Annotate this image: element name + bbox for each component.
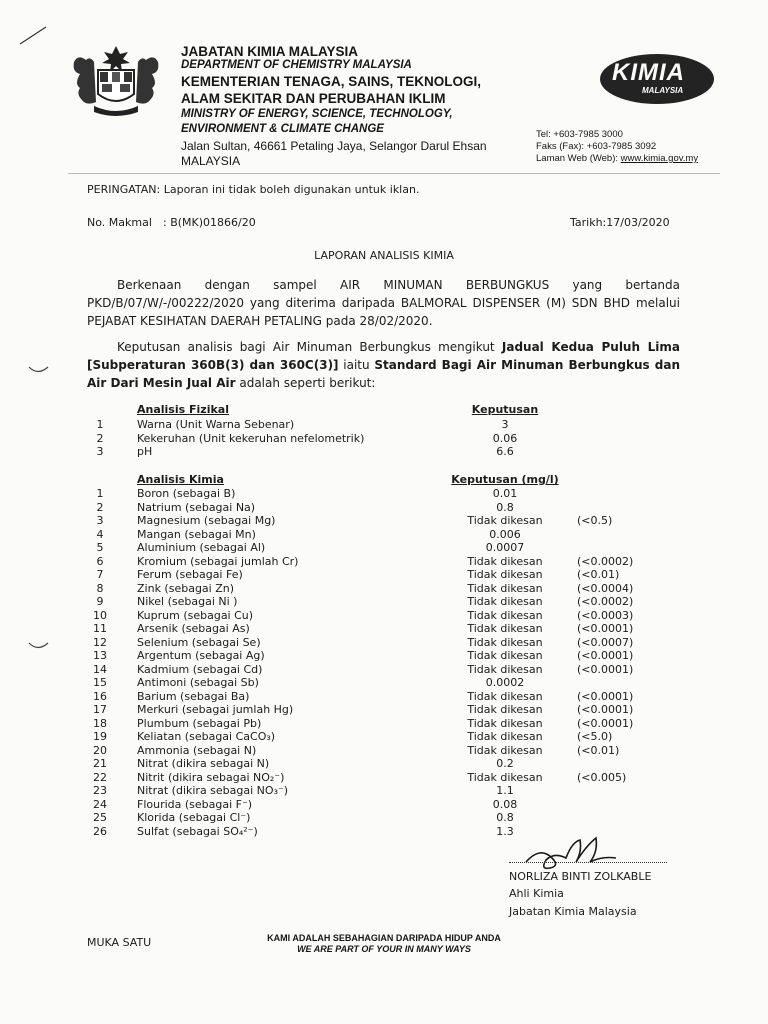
analyte-name: Sulfat (sebagai SO₄²⁻) — [137, 824, 258, 838]
motto-ms: KAMI ADALAH SEBAHAGIAN DARIPADA HIDUP ANDA — [267, 933, 501, 943]
row-number: 18 — [93, 716, 107, 730]
result-value: 0.8 — [496, 811, 514, 824]
result-value: Tidak dikesan — [467, 595, 543, 608]
analyte-name: pH — [137, 445, 153, 458]
margin-pen-mark — [18, 24, 50, 48]
table-row — [90, 690, 650, 704]
detection-limit: (<5.0) — [577, 730, 613, 743]
row-number: 11 — [93, 622, 107, 635]
report-title: LAPORAN ANALISIS KIMIA — [314, 249, 454, 262]
analyte-name: Natrium (sebagai Na) — [137, 500, 256, 514]
result-value: Tidak dikesan — [467, 554, 543, 568]
table-row — [90, 514, 650, 528]
table-row — [90, 811, 650, 825]
result-value: 6.6 — [496, 445, 514, 458]
row-number: 17 — [93, 703, 107, 716]
analyte-name: Flourida (sebagai F⁻) — [137, 797, 253, 811]
table-row — [90, 717, 650, 731]
row-number: 20 — [93, 743, 107, 757]
result-value: 1.3 — [496, 824, 514, 838]
ministry-name-ms-2: ALAM SEKITAR DAN PERUBAHAN IKLIM — [181, 91, 446, 106]
analyte-name: Kekeruhan (Unit kekeruhan nefelometrik) — [137, 431, 365, 445]
dept-name-ms: JABATAN KIMIA MALAYSIA — [181, 44, 359, 59]
result-value: Tidak dikesan — [467, 568, 543, 581]
row-number: 1 — [96, 418, 104, 431]
analyte-name: Nitrit (dikira sebagai NO₂⁻) — [137, 770, 285, 784]
row-number: 6 — [96, 554, 104, 568]
table-row — [90, 784, 650, 798]
analyte-name: Magnesium (sebagai Mg) — [137, 514, 276, 527]
detection-limit: (<0.0001) — [577, 689, 634, 703]
dept-name-en: DEPARTMENT OF CHEMISTRY MALAYSIA — [181, 59, 412, 71]
result-value: Tidak dikesan — [467, 635, 543, 649]
row-number: 7 — [96, 568, 104, 581]
para-standard-part-1: Keputusan analisis bagi Air Minuman Berbungkus mengikut — [117, 340, 502, 354]
row-number: 24 — [93, 797, 107, 811]
row-number: 8 — [96, 581, 104, 595]
kimia-logo-text: KIMIA — [612, 59, 685, 86]
detection-limit: (<0.5) — [577, 514, 613, 527]
website — [536, 153, 698, 164]
fax: Faks (Fax): +603-7985 3092 — [536, 141, 657, 152]
detection-limit: (<0.0002) — [577, 595, 634, 608]
analyte-name: Boron (sebagai B) — [137, 487, 236, 500]
table-row — [90, 636, 650, 650]
header-rule — [68, 173, 720, 174]
table-row — [90, 582, 650, 596]
table-row — [90, 798, 650, 812]
signature-line — [509, 862, 667, 863]
result-value: Tidak dikesan — [467, 514, 543, 527]
motto-en: WE ARE PART OF YOUR IN MANY WAYS — [297, 944, 471, 954]
table-row — [90, 528, 650, 542]
analyte-name: Kadmium (sebagai Cd) — [137, 662, 263, 676]
result-value: 0.8 — [496, 500, 514, 514]
analyte-name: Klorida (sebagai Cl⁻) — [137, 811, 251, 824]
row-number: 12 — [93, 635, 107, 649]
detection-limit: (<0.0007) — [577, 635, 634, 649]
analyte-name: Kuprum (sebagai Cu) — [137, 608, 254, 622]
para-standard-part-3: adalah seperti berikut: — [235, 376, 376, 390]
analyte-name: Antimoni (sebagai Sb) — [137, 676, 259, 689]
ministry-name-en-2: ENVIRONMENT & CLIMATE CHANGE — [181, 123, 384, 135]
paragraph-standard — [87, 338, 680, 392]
result-value: Tidak dikesan — [467, 622, 543, 635]
result-value: Tidak dikesan — [467, 608, 543, 622]
analyte-name: Aluminium (sebagai Al) — [137, 541, 266, 554]
row-number: 13 — [93, 649, 107, 662]
result-value: 0.0002 — [485, 676, 525, 689]
report-date: Tarikh:17/03/2020 — [570, 216, 670, 229]
row-number: 3 — [96, 514, 104, 527]
physical-analysis-header: Analisis Fizikal — [137, 403, 229, 416]
physical-result-header: Keputusan — [471, 403, 539, 416]
row-number: 26 — [93, 824, 107, 838]
signature — [520, 832, 640, 874]
detection-limit: (<0.0003) — [577, 608, 634, 622]
row-number: 14 — [93, 662, 107, 676]
table-row — [90, 595, 650, 609]
address-line-2: MALAYSIA — [181, 154, 241, 168]
kimia-logo-subtext: MALAYSIA — [642, 86, 684, 95]
chemical-result-header: Keputusan (mg/l) — [451, 473, 559, 486]
result-value: Tidak dikesan — [467, 703, 543, 716]
table-row — [90, 541, 650, 555]
detection-limit: (<0.0001) — [577, 622, 634, 635]
row-number: 9 — [96, 595, 104, 608]
signatory-title: Ahli Kimia — [509, 887, 564, 900]
table-row — [90, 568, 650, 582]
result-value: 0.2 — [496, 757, 514, 770]
row-number: 1 — [96, 487, 104, 500]
table-row — [90, 703, 650, 717]
detection-limit: (<0.01) — [577, 568, 620, 581]
row-number: 2 — [96, 431, 104, 445]
analyte-name: Mangan (sebagai Mn) — [137, 527, 256, 541]
result-value: 0.01 — [492, 487, 518, 500]
result-value: 0.08 — [492, 797, 518, 811]
result-value: Tidak dikesan — [467, 662, 543, 676]
table-row — [90, 649, 650, 663]
detection-limit: (<0.01) — [577, 743, 620, 757]
result-value: 3 — [501, 418, 509, 431]
table-row — [90, 771, 650, 785]
row-number: 22 — [93, 770, 107, 784]
signatory-name: NORLIZA BINTI ZOLKABLE — [509, 870, 652, 883]
result-value: 1.1 — [496, 784, 514, 797]
para-standard-name: Standard Bagi Air Minuman Berbungkus dan Air Dari Mesin Jual Air — [87, 358, 680, 390]
margin-mark-upper — [28, 364, 50, 376]
signatory-department: Jabatan Kimia Malaysia — [509, 905, 637, 918]
analyte-name: Keliatan (sebagai CaCO₃) — [137, 730, 276, 743]
detection-limit: (<0.005) — [577, 770, 627, 784]
analyte-name: Arsenik (sebagai As) — [137, 622, 250, 635]
table-row — [90, 676, 650, 690]
analyte-name: Ammonia (sebagai N) — [137, 743, 257, 757]
result-value: Tidak dikesan — [467, 649, 543, 662]
detection-limit: (<0.0001) — [577, 662, 634, 676]
analyte-name: Ferum (sebagai Fe) — [137, 568, 243, 581]
table-row — [90, 418, 650, 432]
analyte-name: Plumbum (sebagai Pb) — [137, 716, 262, 730]
paragraph-sample-info: Berkenaan dengan sampel AIR MINUMAN BERBUNGKUS yang bertanda PKD/B/07/W/-/00222/2020 yang diterima daripada BALMORAL DISPENSER (M) SDN BHD melalui PEJABAT KESIHATAN DAERAH PETALING pada 28/02/2020. — [87, 278, 680, 328]
table-row — [90, 445, 650, 459]
website-label: Laman Web (Web): — [536, 153, 619, 164]
row-number: 21 — [93, 757, 107, 770]
detection-limit: (<0.0001) — [577, 649, 634, 662]
row-number: 3 — [96, 445, 104, 458]
row-number: 25 — [93, 811, 107, 824]
analyte-name: Nitrat (dikira sebagai N) — [137, 757, 270, 770]
chemical-analysis-header: Analisis Kimia — [137, 473, 224, 486]
analyte-name: Warna (Unit Warna Sebenar) — [137, 418, 295, 431]
detection-limit: (<0.0001) — [577, 703, 634, 716]
warning-text: PERINGATAN: Laporan ini tidak boleh digunakan untuk iklan. — [87, 183, 420, 196]
margin-mark-lower — [28, 640, 50, 652]
detection-limit: (<0.0001) — [577, 716, 634, 730]
coat-of-arms-icon — [66, 44, 166, 118]
row-number: 5 — [96, 541, 104, 554]
table-row — [90, 744, 650, 758]
table-row — [90, 501, 650, 515]
result-value: Tidak dikesan — [467, 730, 543, 743]
result-value: Tidak dikesan — [467, 770, 543, 784]
address-line-1: Jalan Sultan, 46661 Petaling Jaya, Selangor Darul Ehsan — [181, 139, 487, 153]
table-row — [90, 622, 650, 636]
lab-no-value: : B(MK)01866/20 — [163, 216, 256, 229]
result-value: Tidak dikesan — [467, 689, 543, 703]
result-value: Tidak dikesan — [467, 716, 543, 730]
table-row — [90, 555, 650, 569]
table-row — [90, 757, 650, 771]
result-value: Tidak dikesan — [467, 581, 543, 595]
analyte-name: Nitrat (dikira sebagai NO₃⁻) — [137, 784, 289, 797]
row-number: 19 — [93, 730, 107, 743]
result-value: 0.0007 — [485, 541, 525, 554]
analyte-name: Selenium (sebagai Se) — [137, 635, 261, 649]
row-number: 23 — [93, 784, 107, 797]
table-row — [90, 609, 650, 623]
result-value: 0.06 — [492, 431, 518, 445]
table-row — [90, 432, 650, 446]
lab-no-label: No. Makmal — [87, 216, 152, 229]
analyte-name: Zink (sebagai Zn) — [137, 581, 235, 595]
ministry-name-ms-1: KEMENTERIAN TENAGA, SAINS, TEKNOLOGI, — [181, 74, 482, 89]
row-number: 4 — [96, 527, 104, 541]
analyte-name: Kromium (sebagai jumlah Cr) — [137, 554, 299, 568]
analyte-name: Nikel (sebagai Ni ) — [137, 595, 238, 608]
table-row — [90, 730, 650, 744]
analyte-name: Merkuri (sebagai jumlah Hg) — [137, 703, 294, 716]
detection-limit: (<0.0002) — [577, 554, 634, 568]
result-value: Tidak dikesan — [467, 743, 543, 757]
row-number: 15 — [93, 676, 107, 689]
para-standard-part-2: iaitu — [338, 358, 375, 372]
kimia-logo — [598, 52, 716, 106]
result-value: 0.006 — [489, 527, 521, 541]
website-link[interactable]: www.kimia.gov.my — [620, 153, 699, 164]
table-row — [90, 663, 650, 677]
analyte-name: Argentum (sebagai Ag) — [137, 649, 265, 662]
analyte-name: Barium (sebagai Ba) — [137, 689, 250, 703]
tel: Tel: +603-7985 3000 — [536, 129, 623, 140]
row-number: 16 — [93, 689, 107, 703]
page-label: MUKA SATU — [87, 936, 152, 949]
ministry-name-en-1: MINISTRY OF ENERGY, SCIENCE, TECHNOLOGY, — [181, 108, 453, 120]
row-number: 2 — [96, 500, 104, 514]
para-standard-regulation: Jadual Kedua Puluh Lima [Subperaturan 360B(3) dan 360C(3)] — [87, 340, 680, 372]
row-number: 10 — [93, 608, 107, 622]
table-row — [90, 487, 650, 501]
detection-limit: (<0.0004) — [577, 581, 634, 595]
